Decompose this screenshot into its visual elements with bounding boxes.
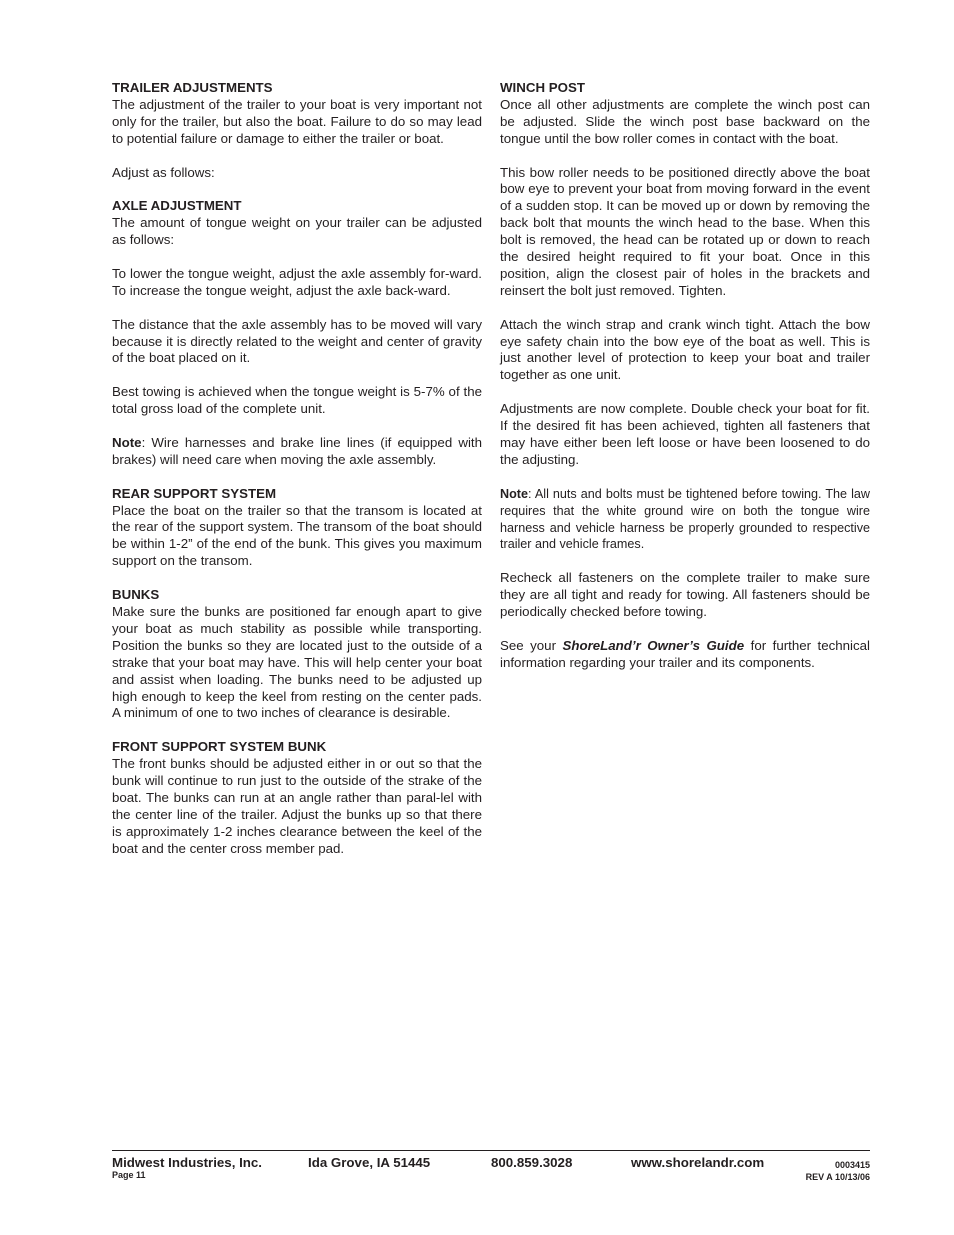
- axle-adjustment-p3: The distance that the axle assembly has to be moved will vary because it is directly related to the weight and center of gravity of the boat placed on it.: [112, 316, 482, 366]
- left-column: [112, 80, 482, 858]
- footer: [112, 1155, 870, 1189]
- winch-post-p3: Attach the winch strap and crank winch tight. Attach the bow eye safety chain into the bow eye of the boat as well. This is just another level of protection to keep your boat and trailer together as one unit.: [500, 316, 870, 383]
- footer-doc-number: 0003415: [834, 1160, 870, 1170]
- winch-post-p5: Recheck all fasteners on the complete trailer to make sure they are all tight and ready for towing. All fasteners should be periodically checked before towing.: [500, 570, 870, 620]
- footer-doc-code: [806, 1159, 870, 1183]
- guide-title: ShoreLand’r Owner’s Guide: [562, 637, 745, 653]
- winch-note-label: Note: [500, 486, 528, 501]
- axle-adjustment-p1: The amount of tongue weight on your trailer can be adjusted as follows:: [112, 215, 482, 248]
- heading-bunks: BUNKS: [112, 587, 160, 603]
- winch-post-p1: Once all other adjustments are complete the winch post can be adjusted. Slide the winch post base backward on the tongue until the bow roller comes in contact with the boat.: [500, 96, 870, 146]
- rear-support-body: Place the boat on the trailer so that the transom is located at the rear of the support system. The transom of the boat should be within 1-2” of the end of the bunk. This gives you maximum support on the transom.: [112, 502, 482, 569]
- axle-note-text: : Wire harnesses and brake line lines (if equipped with brakes) will need care when moving the axle assembly.: [112, 434, 482, 467]
- axle-adjustment-p4: Best towing is achieved when the tongue weight is 5-7% of the total gross load of the complete unit.: [112, 384, 482, 417]
- footer-phone: 800.859.3028: [491, 1155, 573, 1170]
- trailer-adjustments-body: The adjustment of the trailer to your boat is very important not only for the trailer, but also the boat. Failure to do so may lead to potential failure or damage to either the trailer or boat.: [112, 96, 482, 146]
- footer-revision: REV A 10/13/06: [805, 1172, 870, 1182]
- footer-location: Ida Grove, IA 51445: [308, 1155, 431, 1170]
- axle-note: [112, 435, 482, 469]
- winch-note: [500, 486, 870, 554]
- footer-rule: [112, 1150, 870, 1151]
- axle-adjustment-p2: To lower the tongue weight, adjust the axle assembly for-ward. To increase the tongue weight, adjust the axle back-ward.: [112, 265, 482, 298]
- guide-post: for further technical information regarding your trailer and its components.: [500, 637, 871, 670]
- owners-guide-reference: [500, 638, 870, 672]
- adjust-intro: Adjust as follows:: [112, 164, 215, 180]
- winch-post-p2: This bow roller needs to be positioned directly above the boat bow eye to prevent your boat from moving forward in the event of a sudden stop. It can be moved up or down by removing the back bolt that mounts the winch head to the base. When this bolt is removed, the head can be rotated up or down to reach the desired height required to fit your boat. Once in this position, align the closest pair of holes in the brackets and reinsert the bolt just removed. Tighten.: [500, 164, 870, 298]
- heading-winch-post: WINCH POST: [500, 80, 585, 95]
- guide-pre: See your: [500, 637, 563, 653]
- bunks-body: Make sure the bunks are positioned far enough apart to give your boat as much stability as possible while transporting. Position the bunks so they are located just to the outside of a strake that your boat may have. This will help center your boat and assist when loading. The bunks need to be adjusted up high enough to keep the keel from resting on the center pads. A minimum of one to two inches of clearance is desirable.: [112, 603, 482, 721]
- winch-note-text: : All nuts and bolts must be tightened before towing. The law requires that the white ground wire on both the tongue wire harness and vehicle harness be properly grounded to respective trailer and vehicle frames.: [500, 486, 870, 552]
- front-support-body: The front bunks should be adjusted either in or out so that the bunk will continue to run just to the outside of the strake of the boat. The bunks can run at an angle rather than paral-lel with the center line of the trailer. Adjust the bunks up so that there is approximately 1-2 inches clearance between the keel of the boat and the center cross member pad.: [112, 756, 482, 856]
- right-column: [500, 80, 870, 672]
- footer-company: Midwest Industries, Inc.: [112, 1155, 262, 1170]
- heading-trailer-adjustments: TRAILER ADJUSTMENTS: [112, 80, 273, 95]
- footer-page-number: Page 11: [112, 1170, 146, 1180]
- heading-axle-adjustment: AXLE ADJUSTMENT: [112, 198, 242, 214]
- heading-front-support: FRONT SUPPORT SYSTEM BUNK: [112, 739, 327, 755]
- axle-note-label: Note: [112, 434, 142, 450]
- footer-website: www.shorelandr.com: [631, 1155, 765, 1170]
- heading-rear-support: REAR SUPPORT SYSTEM: [112, 485, 277, 501]
- winch-post-p4: Adjustments are now complete. Double check your boat for fit. If the desired fit has been achieved, tighten all fasteners that may have either been left loose or have been loosened to do the adjusting.: [500, 401, 870, 467]
